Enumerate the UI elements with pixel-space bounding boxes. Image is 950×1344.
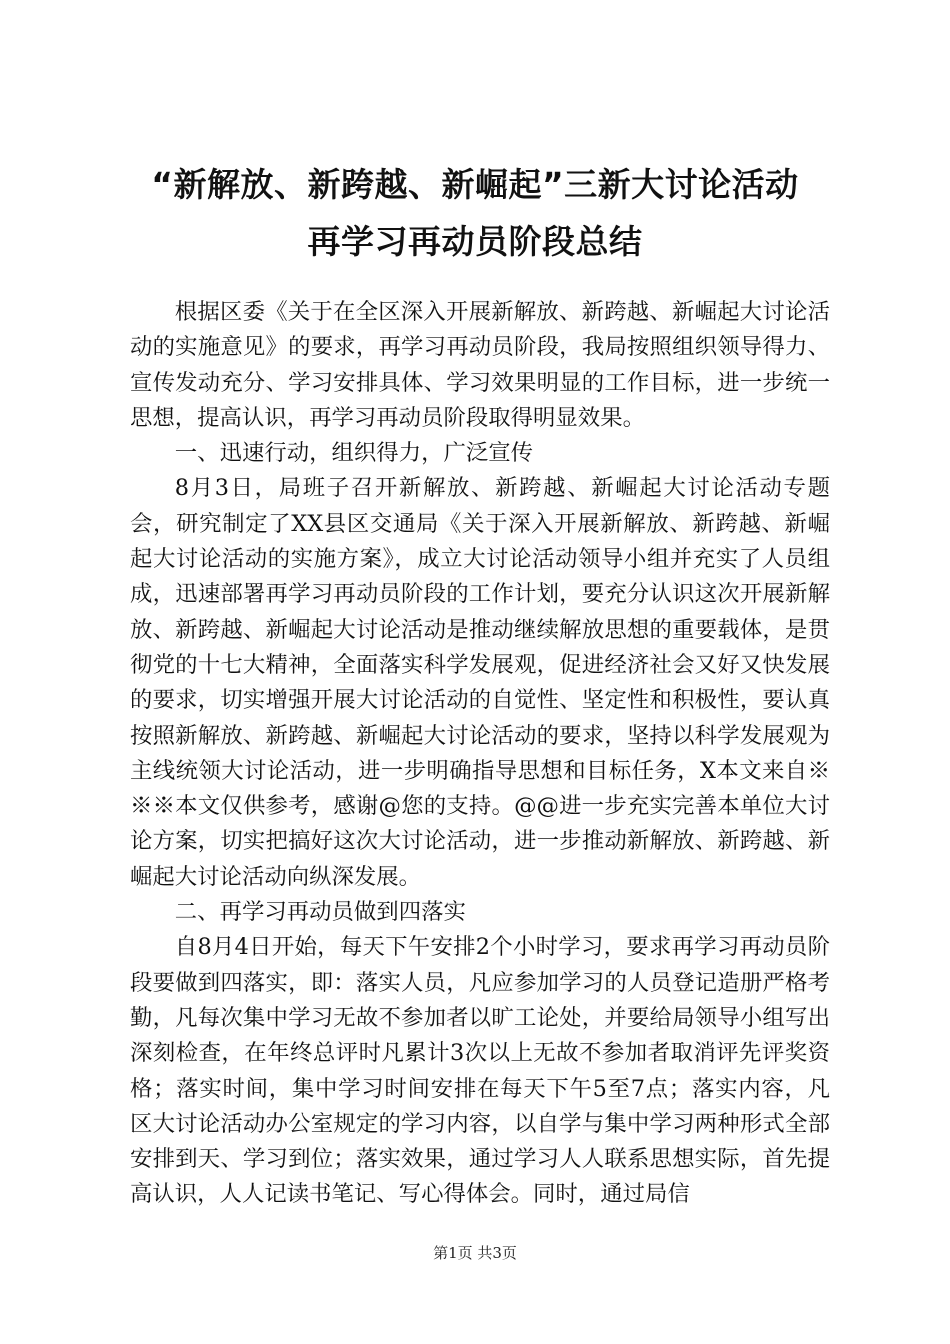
body-paragraph-section-2: 自8月4日开始，每天下午安排2个小时学习，要求再学习再动员阶段要做到四落实，即：落实人员，凡应参加学习的人员登记造册严格考勤，凡每次集中学习无故不参加者以旷工论处，并要给局领导小组写出深刻检查，在年终总评时凡累计3次以上无故不参加者取消评先评奖资格；落实时间，集中学习时间安排在每天下午5至7点；落实内容，凡区大讨论活动办公室规定的学习内容，以自学与集中学习两种形式全部安排到天、学习到位；落实效果，通过学习人人联系思想实际，首先提高认识，人人记读书笔记、写心得体会。同时，通过局信: [130, 934, 830, 1208]
page-footer-indicator: 第1页 共3页: [433, 1244, 517, 1262]
document-title-line-1: “新解放、新跨越、新崛起”三新大讨论活动: [151, 165, 799, 204]
body-paragraph-intro: 根据区委《关于在全区深入开展新解放、新跨越、新崛起大讨论活动的实施意见》的要求，再学习再动员阶段，我局按照组织领导得力、宣传发动充分、学习安排具体、学习效果明显的工作目标，进一步统一思想，提高认识，再学习再动员阶段取得明显效果。: [130, 299, 830, 431]
section-heading-2: 二、再学习再动员做到四落实: [174, 899, 466, 926]
document-body: [130, 295, 830, 1213]
body-paragraph-section-1: 8月3日，局班子召开新解放、新跨越、新崛起大讨论活动专题会，研究制定了XX县区交通局《关于深入开展新解放、新跨越、新崛起大讨论活动的实施方案》，成立大讨论活动领导小组并充实了人员组成，迅速部署再学习再动员阶段的工作计划，要充分认识这次开展新解放、新跨越、新崛起大讨论活动是推动继续解放思想的重要载体，是贯彻党的十七大精神，全面落实科学发展观，促进经济社会又好又快发展的要求，切实增强开展大讨论活动的自觉性、坚定性和积极性，要认真按照新解放、新跨越、新崛起大讨论活动的要求，坚持以科学发展观为主线统领大讨论活动，进一步明确指导思想和目标任务，X本文来自※※※本文仅供参考，感谢@您的支持。@@进一步充实完善本单位大讨论方案，切实把搞好这次大讨论活动，进一步推动新解放、新跨越、新崛起大讨论活动向纵深发展。: [130, 475, 830, 890]
section-heading-1: 一、迅速行动，组织得力，广泛宣传: [174, 440, 534, 467]
document-title-line-2: 再学习再动员阶段总结: [307, 222, 643, 261]
